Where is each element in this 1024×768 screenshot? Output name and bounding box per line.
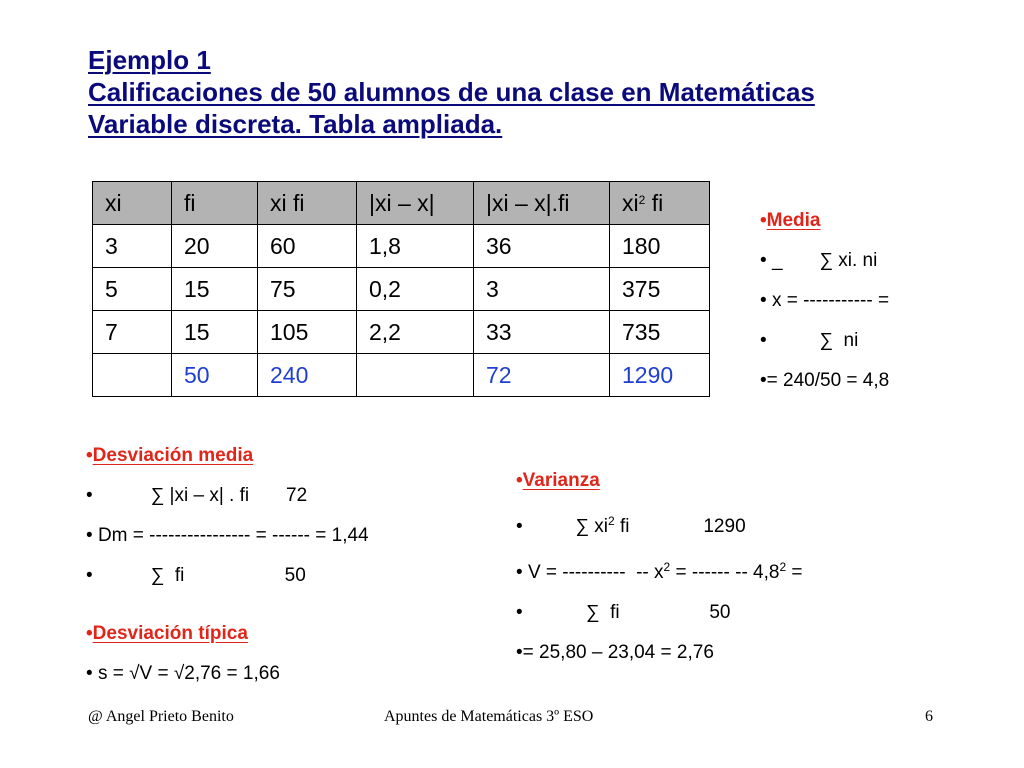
header-cell: xi fi [258,182,357,225]
title-line-3: Variable discreta. Tabla ampliada. [88,109,503,139]
footer-course: Apuntes de Matemáticas 3º ESO [384,708,594,725]
table-cell: 3 [474,268,610,311]
table-row [93,268,710,311]
media-line: • ∑ ni [760,330,859,351]
table-cell: 75 [258,268,357,311]
desviacion-tipica-header: •Desviación típica [86,623,248,644]
totals-cell [93,354,172,397]
footer-page-number: 6 [925,708,933,725]
header-cell: $xi^2$ fi [610,182,710,225]
table-cell: 5 [93,268,172,311]
media-header: •Media [760,210,821,231]
table-cell: 105 [258,311,357,354]
footer-author: @ Angel Prieto Benito [88,708,234,725]
table-cell: 60 [258,225,357,268]
header-cell: |xi – x|.fi [474,182,610,225]
desviacion-tipica-block [86,614,280,694]
varianza-block [516,461,803,673]
media-line: • x = ----------- = [760,290,890,311]
table-cell: 1,8 [357,225,474,268]
title-line-2: Calificaciones de 50 alumnos de una clase en Matemáticas [88,77,815,107]
table-totals-row [93,354,710,397]
table-row [93,311,710,354]
header-cell: fi [172,182,258,225]
table-row [93,225,710,268]
header-cell: |xi – x| [357,182,474,225]
table-cell: 735 [610,311,710,354]
desviacion-media-line: • Dm = ---------------- = ------ = 1,44 [86,525,369,546]
table-cell: 15 [172,311,258,354]
varianza-line: • ∑ $xi^2$ fi 1290 [516,514,746,537]
desviacion-tipica-line: • s = √V = √2,76 = 1,66 [86,663,280,684]
slide-title [88,44,815,140]
media-block [760,201,889,401]
desviacion-media-block [86,436,369,596]
table-cell: 180 [610,225,710,268]
desviacion-media-header: •Desviación media [86,445,254,466]
frequency-table [92,181,710,397]
varianza-line: • ∑ fi 50 [516,602,731,623]
totals-cell: 1290 [610,354,710,397]
table-cell: 33 [474,311,610,354]
totals-cell: 240 [258,354,357,397]
desviacion-media-line: • ∑ fi 50 [86,565,306,586]
table-cell: 375 [610,268,710,311]
varianza-line: • V = ---------- -- $x^2$ = ------ -- $4,8^2$ = [516,560,803,583]
table-cell: 3 [93,225,172,268]
totals-cell: 50 [172,354,258,397]
table-cell: 7 [93,311,172,354]
media-line: •= 240/50 = 4,8 [760,370,890,391]
varianza-header: •Varianza [516,470,600,491]
desviacion-media-line: • ∑ |xi – x| . fi 72 [86,485,308,506]
title-line-1: Ejemplo 1 [88,45,211,75]
table-cell: 0,2 [357,268,474,311]
totals-cell [357,354,474,397]
table-cell: 20 [172,225,258,268]
header-cell: xi [93,182,172,225]
table-cell: 15 [172,268,258,311]
table-cell: 36 [474,225,610,268]
totals-cell: 72 [474,354,610,397]
table-header-row [93,182,710,225]
varianza-line: •= 25,80 – 23,04 = 2,76 [516,642,714,663]
media-line: • _ ∑ xi. ni [760,250,878,271]
table-cell: 2,2 [357,311,474,354]
